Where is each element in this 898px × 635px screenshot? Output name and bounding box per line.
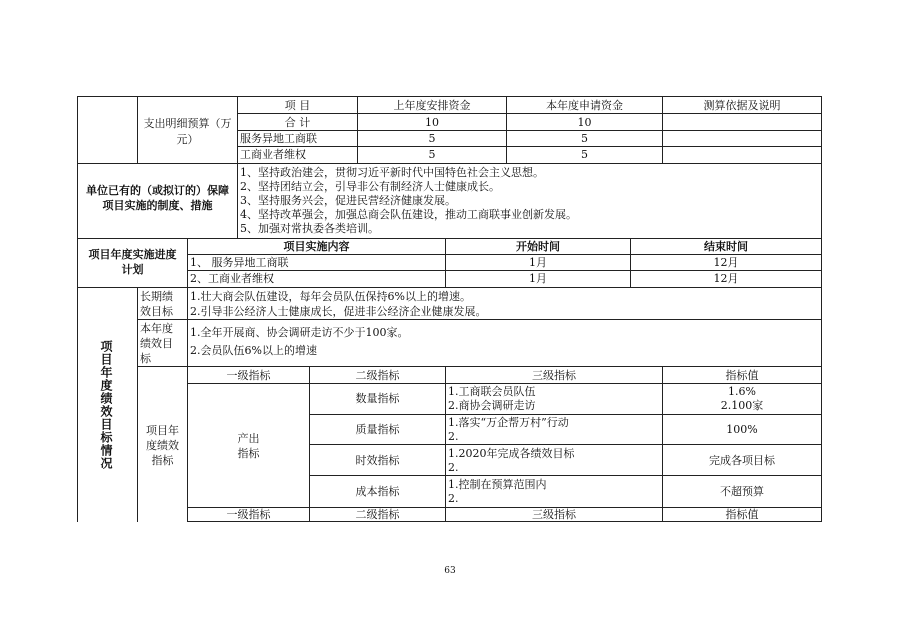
budget-row-current: 5	[581, 132, 588, 145]
annual-item: 1.全年开展商、协会调研走访不少于100家。	[190, 326, 409, 339]
budget-row-item: 服务异地工商联	[240, 132, 317, 145]
indicator-footer-value: 指标值	[725, 508, 759, 521]
indicator-level3-line1: 1.控制在预算范围内	[448, 478, 547, 491]
indicator-level3-line2: 2.	[448, 461, 459, 474]
annual-label-line1: 本年度	[140, 322, 173, 335]
indicator-level3-line1: 1.工商联会员队伍	[448, 385, 536, 398]
budget-label-text: 支出明细预算（万元）	[143, 117, 232, 146]
indicator-footer-level3: 三级指标	[532, 508, 576, 521]
schedule-header-content: 项目实施内容	[283, 240, 350, 253]
indicator-value-line1: 1.6%	[728, 385, 756, 398]
indicator-level2: 质量指标	[355, 423, 400, 436]
system-item: 2、坚持团结立会，引导非公有制经济人士健康成长。	[240, 180, 500, 193]
indicator-level1-line2: 指标	[237, 447, 260, 460]
long-term-item: 1.壮大商会队伍建设，每年会员队伍保持6%以上的增速。	[190, 290, 471, 303]
annual-item: 2.会员队伍6%以上的增速	[190, 344, 317, 357]
indicators-label-line3: 指标	[151, 454, 174, 467]
schedule-row-start: 1月	[529, 256, 547, 269]
indicator-level2: 数量指标	[355, 392, 400, 405]
indicator-level3-line2: 2.	[448, 430, 459, 443]
system-item: 3、坚持服务兴会，促进民营经济健康发展。	[240, 194, 456, 207]
schedule-label-line1: 项目年度实施进度	[88, 248, 177, 261]
indicator-level3-line1: 1.2020年完成各绩效目标	[448, 447, 575, 460]
budget-row-last: 10	[425, 116, 439, 129]
long-term-item: 2.引导非公经济人士健康成长，促进非公经济企业健康发展。	[190, 305, 487, 318]
schedule-row-start: 1月	[529, 272, 547, 285]
system-label-line1: 单位已有的（或拟订的）保障	[86, 184, 229, 197]
indicator-footer-level2: 二级指标	[355, 508, 400, 521]
schedule-row-end: 12月	[713, 256, 739, 269]
system-item: 5、加强对常执委各类培训。	[240, 222, 379, 235]
budget-row-current: 10	[577, 116, 592, 129]
budget-row-last: 5	[428, 132, 436, 145]
page-number: 63	[444, 566, 456, 576]
budget-label	[138, 116, 237, 148]
indicator-header-level1: 一级指标	[226, 369, 271, 382]
budget-header-last-year: 上年度安排资金	[393, 99, 471, 112]
budget-row-item: 合 计	[284, 116, 311, 129]
indicator-value-line1: 完成各项目标	[709, 454, 775, 467]
indicator-header-value: 指标值	[725, 369, 759, 382]
system-item: 4、坚持改革强会，加强总商会队伍建设，推动工商联事业创新发展。	[240, 208, 577, 221]
performance-side-label: 项目年度绩效目标情况	[99, 340, 113, 470]
indicator-header-level3: 三级指标	[532, 369, 576, 382]
budget-row-current: 5	[581, 148, 588, 161]
indicator-level2: 成本指标	[355, 485, 400, 498]
long-term-label-line2: 效目标	[140, 305, 173, 318]
indicator-value-line1: 不超预算	[720, 485, 764, 498]
indicator-footer-level1: 一级指标	[226, 508, 271, 521]
indicator-level2: 时效指标	[355, 454, 400, 467]
indicator-level1-line1: 产出	[237, 432, 260, 445]
budget-header-note: 测算依据及说明	[703, 99, 781, 112]
schedule-header-start: 开始时间	[516, 240, 560, 253]
indicator-header-level2: 二级指标	[355, 369, 400, 382]
indicators-label-line2: 度绩效	[146, 439, 179, 452]
annual-label-line2: 绩效目	[140, 337, 173, 350]
system-label-line2: 项目实施的制度、措施	[102, 199, 213, 212]
indicator-level3-line1: 1.落实“万企帮万村”行动	[448, 416, 569, 429]
system-item: 1、坚持政治建会，贯彻习近平新时代中国特色社会主义思想。	[240, 166, 544, 179]
schedule-row-content: 2、工商业者维权	[190, 272, 274, 285]
indicator-value-line2: 2.100家	[720, 399, 764, 412]
budget-header-current-year: 本年度申请资金	[546, 99, 623, 112]
schedule-row-content: 1、 服务异地工商联	[190, 256, 289, 269]
budget-row-item: 工商业者维权	[240, 148, 306, 161]
indicator-level3-line2: 2.	[448, 492, 459, 505]
budget-header-item: 项 目	[284, 99, 311, 112]
schedule-header-end: 结束时间	[704, 240, 748, 253]
schedule-row-end: 12月	[713, 272, 739, 285]
long-term-label-line1: 长期绩	[140, 290, 173, 303]
annual-label-line3: 标	[140, 352, 151, 365]
indicators-label-line1: 项目年	[146, 424, 179, 437]
indicator-level3-line2: 2.商协会调研走访	[448, 399, 536, 412]
indicator-value-line1: 100%	[726, 423, 758, 436]
budget-row-last: 5	[428, 148, 436, 161]
schedule-label-line2: 计划	[121, 263, 144, 276]
